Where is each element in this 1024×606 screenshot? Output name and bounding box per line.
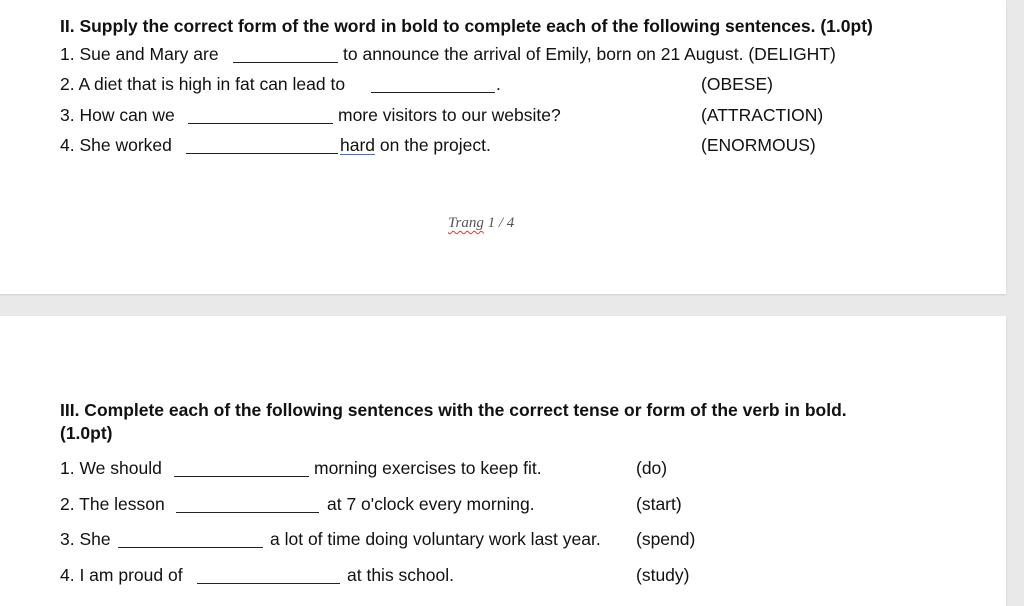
s3-item-3-before: 3. She bbox=[60, 529, 111, 549]
s3-item-3-after: a lot of time doing voluntary work last year. bbox=[270, 529, 601, 549]
footer-page-number: 1 / 4 bbox=[487, 215, 515, 231]
s2-item-1-before: 1. Sue and Mary are bbox=[60, 44, 219, 64]
s2-item-2-after: . bbox=[496, 74, 501, 94]
page-footer bbox=[448, 215, 514, 232]
s3-item-3-word: (spend) bbox=[636, 529, 696, 549]
s2-item-1-after: to announce the arrival of Emily, born on 21 August. (DELIGHT) bbox=[343, 44, 836, 64]
s2-item-2-before: 2. A diet that is high in fat can lead to bbox=[60, 74, 346, 94]
section-2-heading: II. Supply the correct form of the word in bold to complete each of the following sentences. (1.0pt) bbox=[60, 16, 873, 36]
s2-item-3-blank[interactable] bbox=[188, 123, 333, 124]
section-3-heading-line-2: (1.0pt) bbox=[60, 423, 113, 443]
s3-item-2-word: (start) bbox=[636, 494, 682, 514]
s2-item-4-after-group bbox=[340, 135, 491, 155]
document-page-2 bbox=[0, 316, 1006, 606]
footer-label: Trang bbox=[448, 215, 484, 231]
s3-item-2-blank[interactable] bbox=[176, 512, 319, 513]
s3-item-3-blank[interactable] bbox=[118, 547, 263, 548]
s3-item-1-word: (do) bbox=[636, 458, 668, 478]
s2-item-4-after: on the project. bbox=[379, 135, 491, 155]
s3-item-1-after: morning exercises to keep fit. bbox=[314, 458, 542, 478]
s2-item-4-blank[interactable] bbox=[186, 153, 338, 154]
s2-item-4-underlined-word: hard bbox=[340, 135, 376, 155]
s2-item-1-blank[interactable] bbox=[233, 62, 338, 63]
s2-item-4-word: (ENORMOUS) bbox=[701, 135, 816, 155]
s2-item-3-before: 3. How can we bbox=[60, 105, 175, 125]
s2-item-2-blank[interactable] bbox=[371, 92, 495, 93]
s3-item-4-before: 4. I am proud of bbox=[60, 565, 183, 585]
s2-item-4-before: 4. She worked bbox=[60, 135, 172, 155]
s3-item-2-before: 2. The lesson bbox=[60, 494, 165, 514]
s3-item-4-after: at this school. bbox=[347, 565, 454, 585]
section-3-heading-line-1: III. Complete each of the following sentences with the correct tense or form of the verb in bold. bbox=[60, 400, 847, 420]
s3-item-1-before: 1. We should bbox=[60, 458, 162, 478]
s3-item-1-blank[interactable] bbox=[174, 476, 309, 477]
s3-item-4-word: (study) bbox=[636, 565, 690, 585]
document-page-1 bbox=[0, 0, 1006, 294]
s3-item-2-after: at 7 o'clock every morning. bbox=[327, 494, 535, 514]
s2-item-2-word: (OBESE) bbox=[701, 74, 773, 94]
s3-item-4-blank[interactable] bbox=[197, 583, 340, 584]
s2-item-3-after: more visitors to our website? bbox=[338, 105, 561, 125]
s2-item-3-word: (ATTRACTION) bbox=[701, 105, 824, 125]
